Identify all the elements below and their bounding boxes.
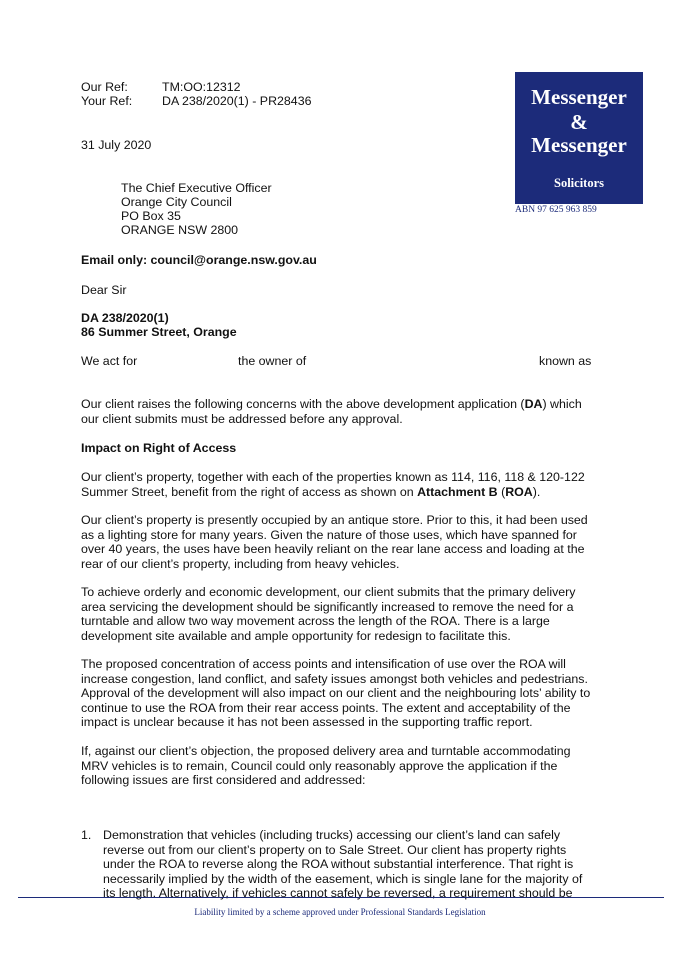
firm-logo: [515, 72, 643, 204]
list-line: its length. Alternatively, if vehicles cannot safely be reversed, a requirement should be: [103, 886, 573, 900]
paragraph-access-points: [81, 657, 621, 730]
subject-line: DA 238/2020(1): [81, 311, 169, 325]
paragraph-line: The proposed concentration of access points and intensification of use over the ROA will: [81, 657, 566, 671]
paragraph-line: over 40 years, the uses have been heavily reliant on the rear lane access and loading at the: [81, 542, 585, 556]
list-line: necessarily implied by the width of the easement, which is single lane for the majority of: [103, 871, 583, 886]
list-line: reverse out from our client’s property on to Sale Street. Our client has property rights: [103, 842, 567, 857]
address-line: PO Box 35: [121, 209, 181, 223]
logo-name-2: Messenger: [531, 133, 627, 157]
known-as-text: known as: [539, 354, 592, 368]
paragraph-concerns: [81, 397, 621, 426]
paragraph-line: area servicing the development should be significantly increased to remove the need for a: [81, 599, 574, 614]
email-line: Email only: council@orange.nsw.gov.au: [81, 253, 317, 267]
paragraph-line: turntable and allow two way movement across the length of the ROA. There is a large: [81, 614, 550, 628]
paragraph-line: If, against our client’s objection, the proposed delivery area and turntable accommodating: [81, 744, 571, 758]
paragraph-line: as a lighting store for many years. Given the nature of those uses, which have spanned for: [81, 527, 577, 542]
your-ref-value: DA 238/2020(1) - PR28436: [162, 94, 312, 108]
footer-liability-text: Liability limited by a scheme approved under Professional Standards Legislation: [194, 907, 486, 917]
paragraph-line: increase congestion, land conflict, and safety issues amongst both vehicles and pedestrians.: [81, 671, 588, 686]
paragraph-line: impact is unclear because it has not been assessed in the supporting traffic report.: [81, 715, 533, 729]
paragraph-property-use: [81, 513, 621, 571]
paragraph-line: development site available and ample opportunity for redesign to facilitate this.: [81, 628, 511, 643]
logo-ampersand: &: [570, 110, 588, 134]
list-line: under the ROA to reverse along the ROA without substantial interference. That right is: [103, 857, 574, 871]
paragraph-line: Summer Street, benefit from the right of access as shown on Attachment B (ROA).: [81, 484, 541, 499]
salutation: Dear Sir: [81, 283, 127, 297]
paragraph-orderly-development: [81, 585, 621, 643]
act-for-text: We act for: [81, 354, 138, 368]
paragraph-line: Our client’s property is presently occupied by an antique store. Prior to this, it had been used: [81, 513, 588, 527]
paragraph-line: Our client’s property, together with each of the properties known as 114, 116, 118 & 120-122: [81, 470, 585, 484]
section-heading: Impact on Right of Access: [81, 441, 237, 455]
abn-number: ABN 97 625 963 859: [515, 205, 597, 215]
logo-tagline: Solicitors: [554, 176, 604, 190]
list-number: 1.: [81, 828, 92, 842]
paragraph-line: our client submits must be addressed before any approval.: [81, 411, 403, 426]
list-item: [103, 828, 582, 901]
paragraph-line: Approval of the development will also impact on our client and the neighbouring lots’ ability to: [81, 686, 591, 700]
paragraph-line: continue to use the ROA from their rear access points. The extent and acceptability of the: [81, 700, 571, 715]
our-ref-label: Our Ref:: [81, 80, 128, 94]
paragraph-line: To achieve orderly and economic development, our client submits that the primary delivery: [81, 585, 576, 599]
address-line: Orange City Council: [121, 195, 232, 209]
subject-line: 86 Summer Street, Orange: [81, 325, 237, 339]
paragraph-line: Our client raises the following concerns with the above development application (DA) which: [81, 397, 582, 411]
address-line: ORANGE NSW 2800: [121, 223, 239, 237]
owner-of-text: the owner of: [238, 354, 307, 368]
logo-name-1: Messenger: [531, 85, 627, 109]
paragraph-line: following issues are first considered and addressed:: [81, 773, 366, 787]
your-ref-label: Your Ref:: [81, 94, 133, 108]
footer-divider: [18, 897, 664, 898]
our-ref-value: TM:OO:12312: [162, 80, 241, 94]
address-line: The Chief Executive Officer: [121, 181, 272, 195]
paragraph-roa: [81, 470, 621, 499]
paragraph-line: MRV vehicles is to remain, Council could only reasonably approve the application if the: [81, 758, 558, 773]
paragraph-conditions: [81, 744, 621, 788]
paragraph-line: rear of our client’s property, including from heavy vehicles.: [81, 556, 400, 571]
list-line: Demonstration that vehicles (including trucks) accessing our client’s land can safely: [103, 828, 561, 842]
letter-date: 31 July 2020: [81, 138, 152, 152]
